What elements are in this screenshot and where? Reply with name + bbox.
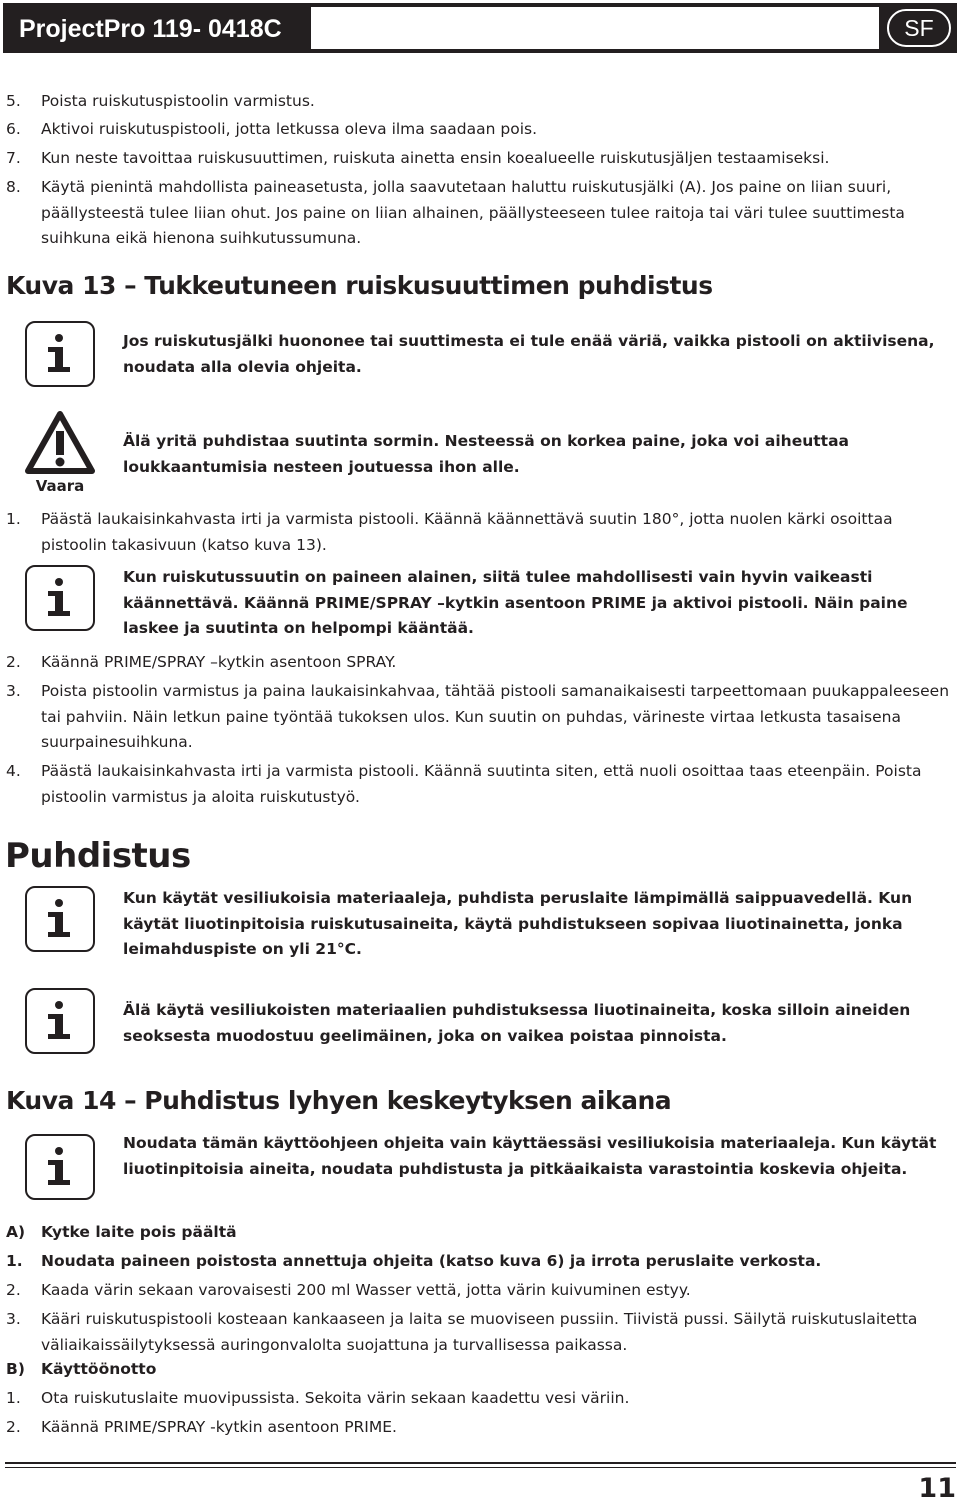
list-number: 2. (6, 1418, 21, 1436)
info-icon (25, 988, 95, 1054)
list-text: Noudata paineen poistosta annettuja ohjeita (katso kuva 6) ja irrota peruslaite verkosta. (41, 1252, 822, 1270)
list-number: 1. (6, 1252, 23, 1270)
info-icon (25, 321, 95, 387)
main-heading: Puhdistus (5, 836, 191, 876)
section-heading: Kuva 13 – Tukkeutuneen ruiskusuuttimen puhdistus (6, 271, 713, 300)
list-number: 8. (6, 178, 21, 196)
list-number: 5. (6, 92, 21, 110)
list-number: 6. (6, 120, 21, 138)
list-text: Kääri ruiskutuspistooli kosteaan kankaaseen ja laita se muoviseen pussiin. Tiivistä pussi. Säilytä ruiskutuslaitetta väliaikaissäilytyksessä auringonvalolta suojattuna ja turvallisessa paikassa. (41, 1310, 918, 1354)
subsection-title: Käyttöönotto (41, 1360, 157, 1378)
list-text: Käännä PRIME/SPRAY –kytkin asentoon SPRAY. (41, 653, 397, 671)
list-text: Kun neste tavoittaa ruiskusuuttimen, ruiskuta ainetta ensin koealueelle ruiskutusjäljen testaamiseksi. (41, 149, 830, 167)
list-number: 4. (6, 762, 21, 780)
info-icon (25, 1134, 95, 1200)
subsection-label: A) (6, 1223, 26, 1241)
info-icon (25, 886, 95, 952)
warning-text: Älä yritä puhdistaa suutinta sormin. Nesteessä on korkea paine, joka voi aiheuttaa loukkaantumisia nesteen joutuessa ihon alle. (123, 432, 849, 476)
document-title: ProjectPro 119- 0418C (19, 15, 282, 43)
list-text: Päästä laukaisinkahvasta irti ja varmista pistooli. Käännä suutinta siten, että nuoli osoittaa taas eteenpäin. Poista pistoolin varmistus ja aloita ruiskutustyö. (41, 762, 922, 806)
list-text: Kaada värin sekaan varovaisesti 200 ml Wasser vettä, jotta värin kuivuminen estyy. (41, 1281, 691, 1299)
list-text: Käännä PRIME/SPRAY -kytkin asentoon PRIME. (41, 1418, 397, 1436)
footer-rule (5, 1462, 956, 1464)
list-number: 3. (6, 1310, 21, 1328)
list-number: 2. (6, 1281, 21, 1299)
subsection-title: Kytke laite pois päältä (41, 1223, 237, 1241)
header-strip (311, 7, 879, 49)
page-number: 11 (918, 1473, 956, 1504)
language-badge: SF (887, 9, 951, 47)
list-number: 7. (6, 149, 21, 167)
list-text: Poista ruiskutuspistoolin varmistus. (41, 92, 315, 110)
header-bar (3, 3, 957, 53)
list-number: 1. (6, 510, 21, 528)
list-number: 1. (6, 1389, 21, 1407)
info-note: Älä käytä vesiliukoisten materiaalien puhdistuksessa liuotinaineita, koska silloin aineiden seoksesta muodostuu geelimäinen, joka on vaikea poistaa pinnoista. (123, 1001, 911, 1045)
list-text: Aktivoi ruiskutuspistooli, jotta letkussa oleva ilma saadaan pois. (41, 120, 537, 138)
info-note: Jos ruiskutusjälki huononee tai suuttimesta ei tule enää väriä, vaikka pistooli on aktiivisena, noudata alla olevia ohjeita. (123, 332, 935, 376)
info-note: Kun käytät vesiliukoisia materiaaleja, puhdista peruslaite lämpimällä saippuavedellä. Kun käytät liuotinpitoisia ruiskutusaineita, käytä puhdistukseen sopivaa liuotinainetta, jonka leimahduspiste on yli 21°C. (123, 889, 913, 958)
list-text: Ota ruiskutuslaite muovipussista. Sekoita värin sekaan kaadettu vesi väriin. (41, 1389, 630, 1407)
list-number: 2. (6, 653, 21, 671)
section-heading: Kuva 14 – Puhdistus lyhyen keskeytyksen aikana (6, 1086, 672, 1115)
warning-label: Vaara (35, 477, 85, 495)
list-text: Päästä laukaisinkahvasta irti ja varmista pistooli. Käännä käännettävä suutin 180°, jotta nuolen kärki osoittaa pistoolin takasivuun (katso kuva 13). (41, 510, 893, 554)
footer-rule (5, 1467, 956, 1468)
list-text: Poista pistoolin varmistus ja paina laukaisinkahvaa, tähtää pistooli samanaikaisesti tarpeettomaan puukappaleeseen tai pahviin. Näin letkun paine työntää tukoksen ulos. Kun suutin on puhdas, värineste virtaa letkusta tasaisena suurpainesuihkuna. (41, 682, 950, 751)
info-note: Kun ruiskutussuutin on paineen alainen, siitä tulee mahdollisesti vain hyvin vaikeasti käännettävä. Käännä PRIME/SPRAY –kytkin asentoon PRIME ja aktivoi pistooli. Näin paine laskee ja suutinta on helpompi kääntää. (123, 568, 908, 637)
info-icon (25, 565, 95, 631)
subsection-label: B) (6, 1360, 25, 1378)
list-text: Käytä pienintä mahdollista paineasetusta, jolla saavutetaan haluttu ruiskutusjälki (A). Jos paine on liian suuri, päällysteestä tulee liian ohut. Jos paine on liian alhainen, päällysteeseen tulee raitoja tai väri tulee suuttimesta suihkuna eikä hienona suihkutussumuna. (41, 178, 905, 247)
warning-icon (25, 411, 95, 475)
list-number: 3. (6, 682, 21, 700)
info-note: Noudata tämän käyttöohjeen ohjeita vain käyttäessäsi vesiliukoisia materiaaleja. Kun käytät liuotinpitoisia aineita, noudata puhdistusta ja pitkäaikaista varastointia koskevia ohjeita. (123, 1134, 937, 1178)
